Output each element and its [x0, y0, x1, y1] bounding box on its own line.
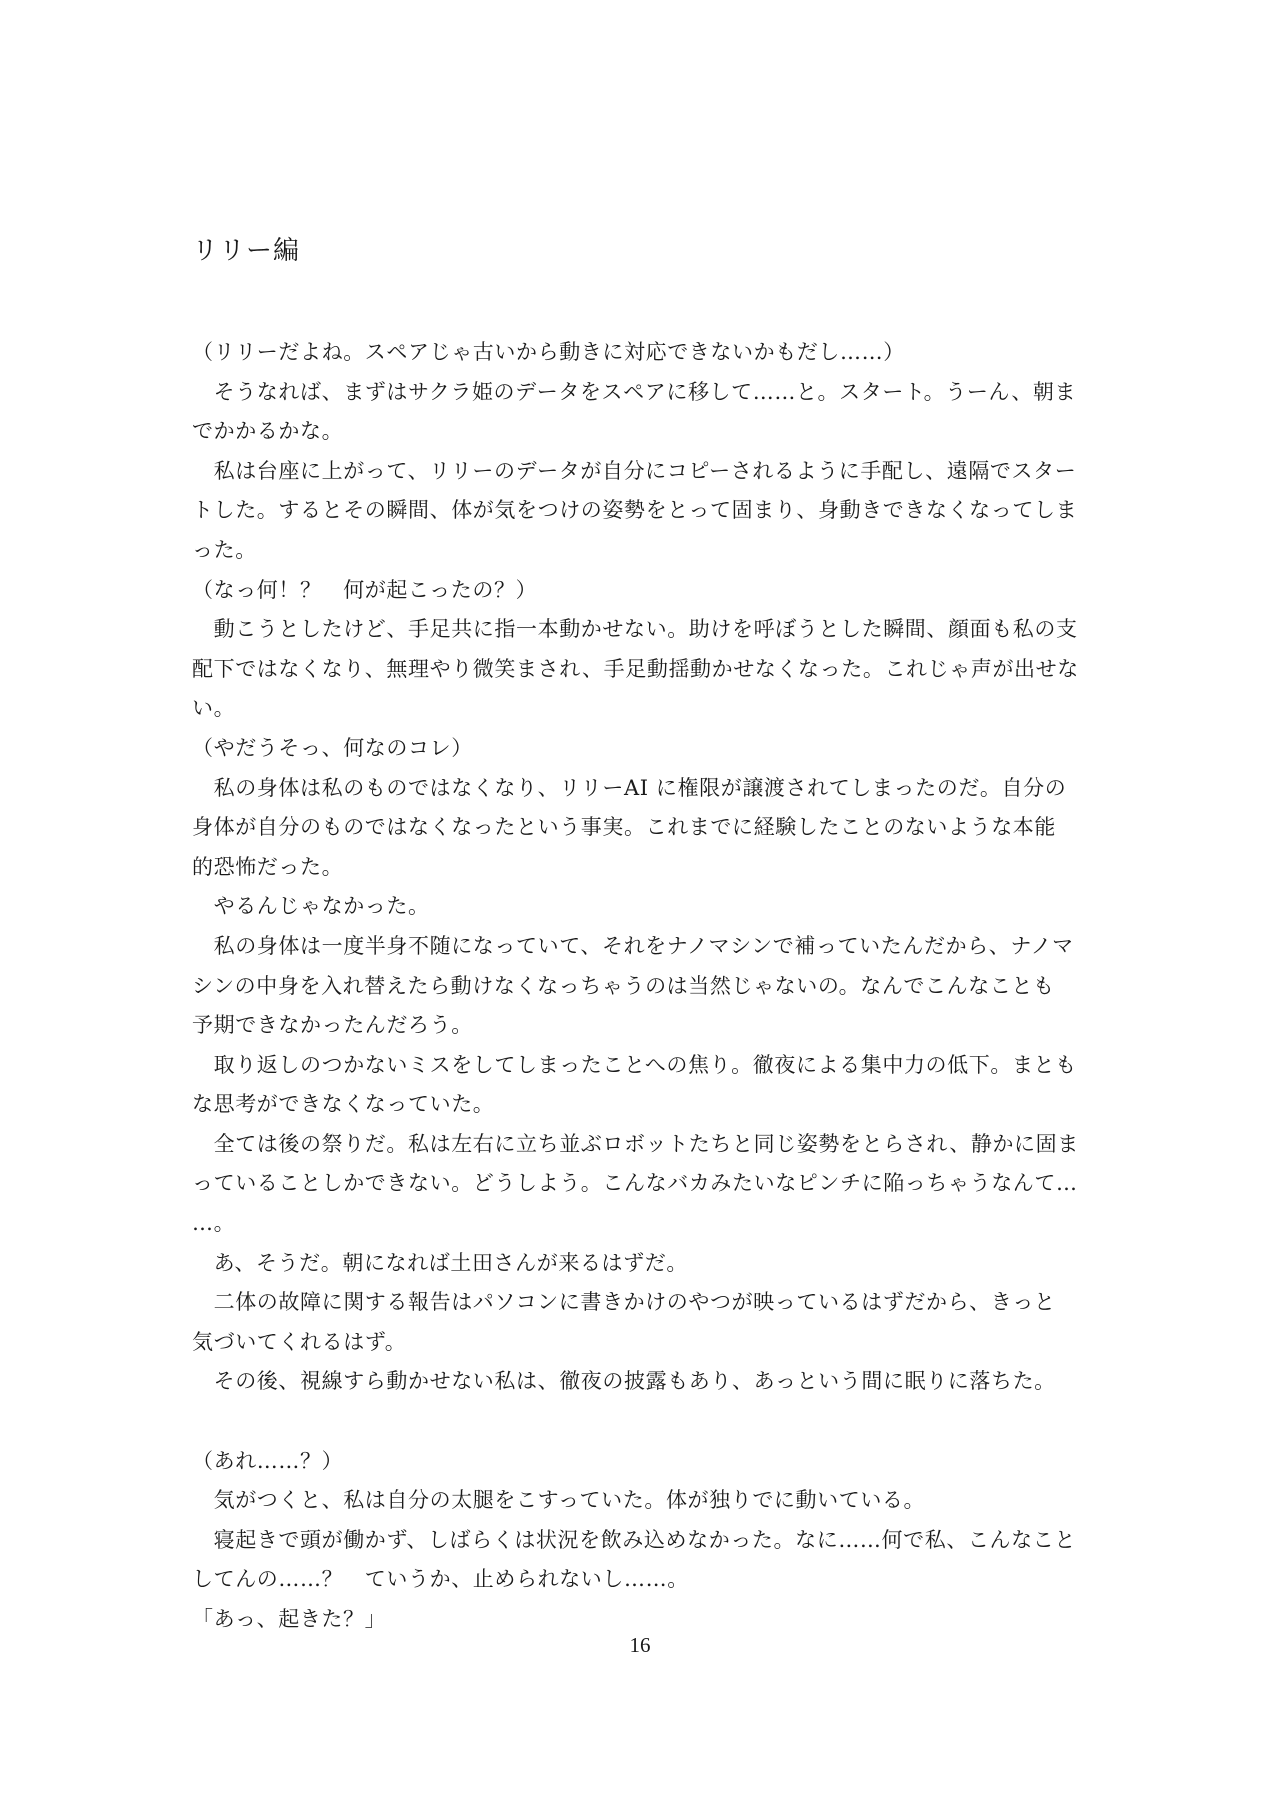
- text-line: 気がつくと、私は自分の太腿をこすっていた。体が独りでに動いている。: [192, 1488, 926, 1513]
- text-line: そうなれば、まずはサクラ姫のデータをスペアに移して……と。スタート。うーん、朝ま: [192, 379, 1077, 404]
- text-line: トした。するとその瞬間、体が気をつけの姿勢をとって固まり、身動きできなくなってしま: [192, 498, 1078, 523]
- text-line: 予期できなかったんだろう。: [192, 1013, 473, 1038]
- blank-line: [192, 1402, 1102, 1442]
- text-line: …。: [192, 1211, 236, 1236]
- text-line: 気づいてくれるはず。: [192, 1329, 407, 1354]
- text-line: っていることしかできない。どうしよう。こんなバカみたいなピンチに陥っちゃうなんて…: [192, 1171, 1078, 1196]
- text-line: 私の身体は一度半身不随になっていて、それをナノマシンで補っていたんだから、ナノマ: [192, 933, 1074, 958]
- text-line: あ、そうだ。朝になれば土田さんが来るはずだ。: [192, 1250, 688, 1275]
- text-line: （やだうそっ、何なのコレ）: [192, 735, 473, 760]
- chapter-title: リリー編: [192, 236, 301, 266]
- text-line: った。: [192, 537, 257, 562]
- text-line: やるんじゃなかった。: [192, 894, 430, 919]
- text-line: い。: [192, 696, 236, 721]
- text-line: 配下ではなくなり、無理やり微笑まされ、手足動揺動かせなくなった。これじゃ声が出せな: [192, 656, 1079, 681]
- text-line: 身体が自分のものではなくなったという事実。これまでに経験したことのないような本能: [192, 815, 1056, 840]
- text-line: 的恐怖だった。: [192, 854, 344, 879]
- text-line: （リリーだよね。スペアじゃ古いから動きに対応できないかもだし……）: [192, 340, 905, 364]
- text-line: （あれ……？）: [192, 1448, 344, 1473]
- text-line: 動こうとしたけど、手足共に指一本動かせない。助けを呼ぼうとした瞬間、顔面も私の支: [192, 617, 1078, 642]
- text-line: でかかるかな。: [192, 419, 344, 444]
- text-line: （なっ何！？ 何が起こったの？）: [192, 577, 538, 602]
- text-line: その後、視線すら動かせない私は、徹夜の披露もあり、あっという間に眠りに落ちた。: [192, 1369, 1056, 1394]
- text-line: シンの中身を入れ替えたら動けなくなっちゃうのは当然じゃないの。なんでこんなことも: [192, 973, 1055, 998]
- body-text: [192, 333, 1102, 1640]
- text-line: 「あっ、起きた？」: [192, 1607, 387, 1631]
- page-number: 16: [629, 1633, 651, 1657]
- text-line: 全ては後の祭りだ。私は左右に立ち並ぶロボットたちと同じ姿勢をとらされ、静かに固ま: [192, 1131, 1079, 1156]
- text-line: 寝起きで頭が働かず、しばらくは状況を飲み込めなかった。なに……何で私、こんなこと: [192, 1527, 1076, 1552]
- text-line: 私の身体は私のものではなくなり、リリーAI に権限が譲渡されてしまったのだ。自分の: [192, 775, 1067, 800]
- text-line: な思考ができなくなっていた。: [192, 1092, 495, 1117]
- text-line: してんの……？ ていうか、止められないし……。: [192, 1567, 689, 1592]
- text-line: 二体の故障に関する報告はパソコンに書きかけのやつが映っているはずだから、きっと: [192, 1290, 1056, 1315]
- text-line: 取り返しのつかないミスをしてしまったことへの焦り。徹夜による集中力の低下。まとも: [192, 1052, 1077, 1077]
- text-line: 私は台座に上がって、リリーのデータが自分にコピーされるように手配し、遠隔でスター: [192, 458, 1077, 483]
